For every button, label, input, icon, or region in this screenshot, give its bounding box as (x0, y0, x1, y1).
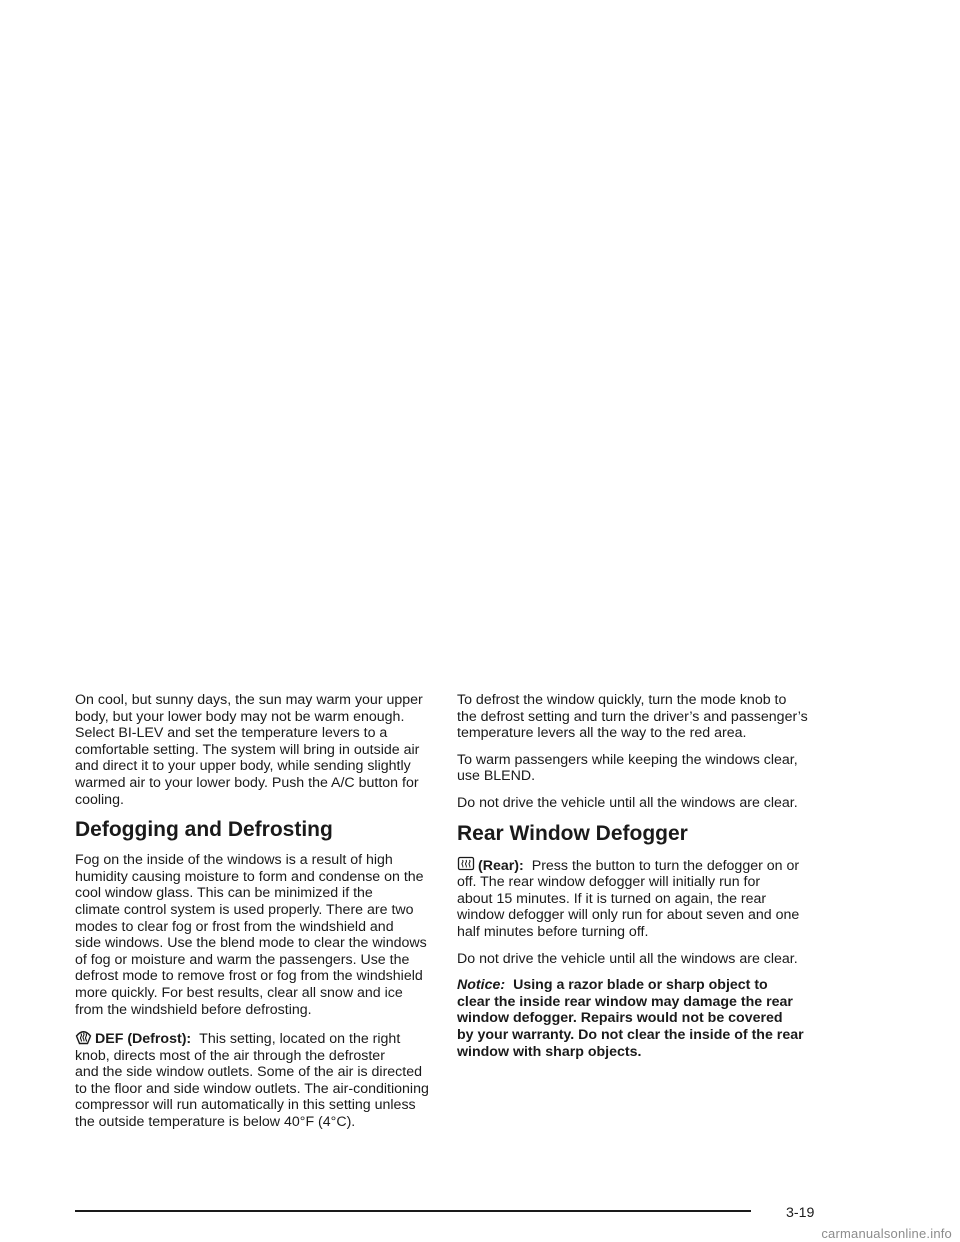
def-text-first: This setting, located on the right (199, 1031, 401, 1048)
page-number: 3-19 (786, 1205, 815, 1221)
warm-passengers-paragraph: To warm passengers while keeping the windows clear, use BLEND. (457, 751, 798, 785)
defogging-heading: Defogging and Defrosting (75, 818, 333, 842)
footer-rule (75, 1210, 751, 1212)
def-label: DEF (Defrost): (95, 1031, 192, 1048)
watermark: carmanualsonline.info (821, 1226, 952, 1241)
left-column (75, 692, 435, 1141)
rear-window-defog-icon (457, 856, 475, 872)
fog-paragraph: Fog on the inside of the windows is a result of high humidity causing moisture to form and condense on the cool window glass. This can be minimized if the climate control system is used properly. There are two modes to clear fog or frost from the windshield and side windows. Use the blend mode to clear the windows of fog or moisture and warm the passengers. Use the defrost mode to remove frost or fog from the windshield more quickly. For best results, clear all snow and ice from the windshield before defrosting. (75, 852, 427, 1018)
rear-label: (Rear): (478, 857, 524, 874)
rear-paragraph (457, 856, 817, 941)
right-column (457, 692, 817, 1070)
rear-text-first: Press the button to turn the defogger on or (531, 857, 800, 874)
notice-paragraph (457, 977, 817, 1060)
windshield-defrost-icon (75, 1028, 92, 1045)
rear-text-rest: off. The rear window defogger will initially run for about 15 minutes. If it is turned on again, the rear window defogger will only run for about seven and one half minutes before turning off. (457, 874, 800, 940)
intro-paragraph: On cool, but sunny days, the sun may warm your upper body, but your lower body may not be warm enough. Select BI-LEV and set the temperature levers to a comfortable setting. The system will bring in outside air and direct it to your upper body, while sending slightly warmed air to your lower body. Push the A/C button for cooling. (75, 692, 423, 808)
do-not-drive-paragraph-2: Do not drive the vehicle until all the windows are clear. (457, 950, 798, 967)
def-paragraph (75, 1028, 435, 1131)
notice-text: Using a razor blade or sharp object to clear the inside rear window may damage the rear window defogger. Repairs would not be covered by your warranty. Do not clear the inside of the rear window with sharp objects. (457, 977, 804, 1060)
do-not-drive-paragraph: Do not drive the vehicle until all the windows are clear. (457, 794, 798, 811)
rear-defogger-heading: Rear Window Defogger (457, 821, 688, 845)
def-text-rest: knob, directs most of the air through the defroster and the side window outlets. Some of the air is directed to the floor and side window outlets. The air-conditioning compressor will run automatically in this setting unless the outside temperature is below 40°F (4°C). (75, 1047, 429, 1131)
defrost-quick-paragraph: To defrost the window quickly, turn the mode knob to the defrost setting and turn the driver’s and passenger’s temperature levers all the way to the red area. (457, 692, 808, 742)
notice-label: Notice: (457, 977, 506, 994)
